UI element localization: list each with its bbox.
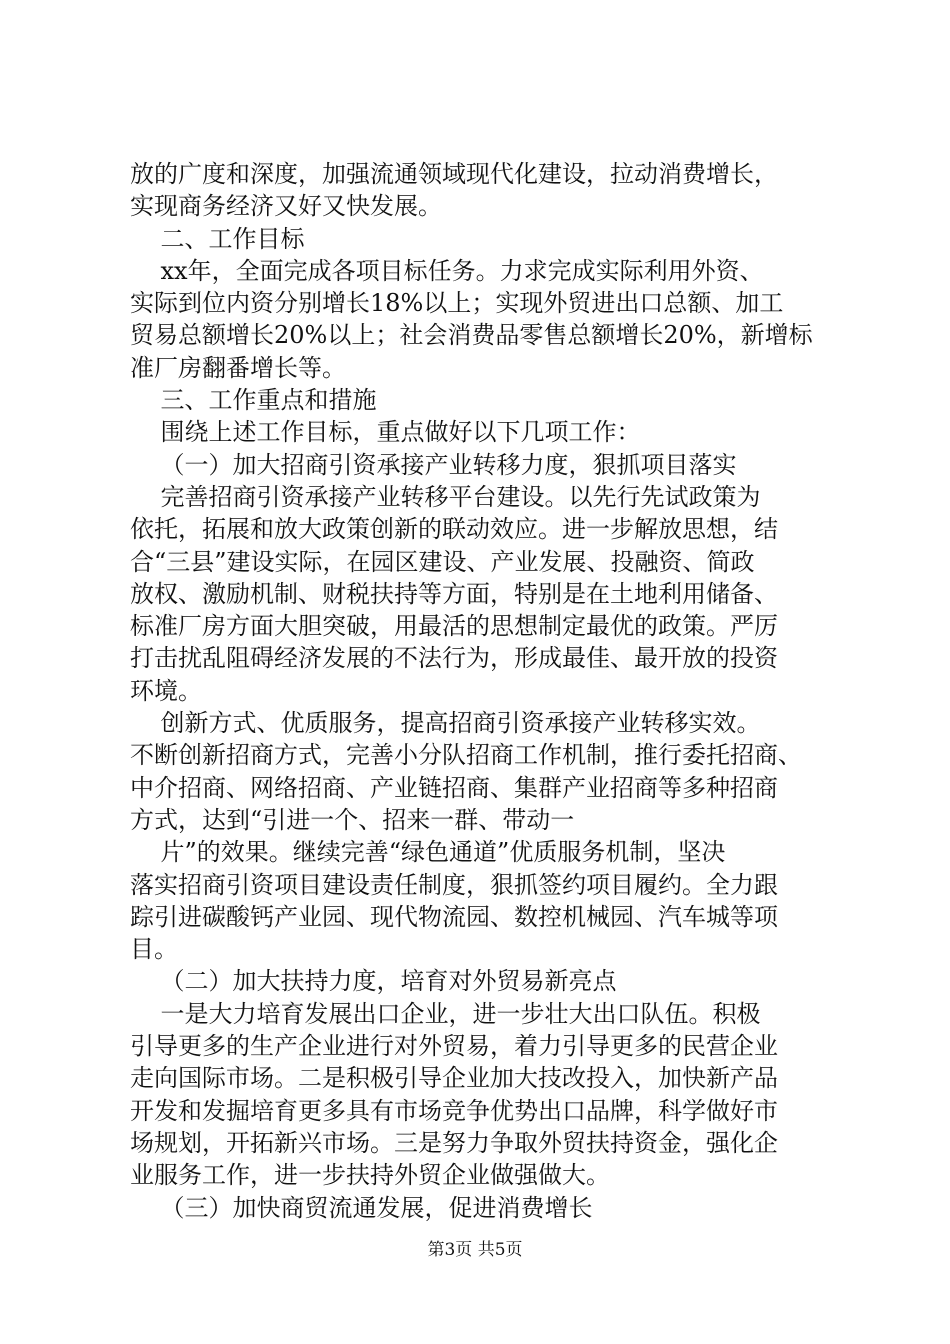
text-line: 一是大力培育发展出口企业，进一步壮大出口队伍。积极	[130, 999, 761, 1028]
text-line: 二、工作目标	[130, 224, 305, 253]
text-line: 实现商务经济又好又快发展。	[130, 192, 442, 221]
text-line: 目。	[130, 935, 178, 964]
text-line: xx年，全面完成各项目标任务。力求完成实际利用外资、	[130, 256, 764, 285]
text-line: 环境。	[130, 676, 202, 705]
text-line: 放的广度和深度，加强流通领域现代化建设，拉动消费增长，	[130, 160, 778, 188]
text-line: 实际到位内资分别增长18%以上；实现外贸进出口总额、加工	[130, 289, 784, 318]
text-line: 打击扰乱阻碍经济发展的不法行为，形成最佳、最开放的投资	[130, 644, 778, 673]
text-line: （三）加快商贸流通发展，促进消费增长	[130, 1193, 593, 1222]
text-line: 踪引进碳酸钙产业园、现代物流园、数控机械园、汽车城等项	[130, 902, 778, 931]
text-line: 依托，拓展和放大政策创新的联动效应。进一步解放思想，结	[130, 515, 778, 544]
text-line: 围绕上述工作目标，重点做好以下几项工作：	[130, 418, 641, 447]
text-line: 中介招商、网络招商、产业链招商、集群产业招商等多种招商	[130, 773, 778, 802]
text-line: （一）加大招商引资承接产业转移力度，狠抓项目落实	[130, 450, 737, 479]
text-line: 放权、激励机制、财税扶持等方面，特别是在土地利用储备、	[130, 579, 778, 608]
text-line: 创新方式、优质服务，提高招商引资承接产业转移实效。	[130, 709, 761, 738]
text-line: （二）加大扶持力度，培育对外贸易新亮点	[130, 967, 617, 996]
text-line: 合“三县”建设实际，在园区建设、产业发展、投融资、简政	[130, 547, 755, 576]
page-footer: 第3页 共5页	[427, 1240, 523, 1260]
text-line: 片”的效果。继续完善“绿色通道”优质服务机制，坚决	[130, 838, 726, 867]
text-line: 开发和发掘培育更多具有市场竞争优势出口品牌，科学做好市	[130, 1096, 778, 1125]
text-line: 场规划，开拓新兴市场。三是努力争取外贸扶持资金，强化企	[130, 1128, 778, 1157]
text-line: 贸易总额增长20%以上；社会消费品零售总额增长20%，新增标	[130, 321, 813, 350]
document-body	[130, 158, 850, 1224]
text-line: 三、工作重点和措施	[130, 386, 377, 415]
text-line: 方式，达到“引进一个、招来一群、带动一	[130, 805, 575, 834]
text-line: 标准厂房方面大胆突破，用最活的思想制定最优的政策。严厉	[130, 612, 778, 641]
text-line: 业服务工作，进一步扶持外贸企业做强做大。	[130, 1161, 610, 1190]
text-line: 完善招商引资承接产业转移平台建设。以先行先试政策为	[130, 482, 761, 511]
text-line: 引导更多的生产企业进行对外贸易，着力引导更多的民营企业	[130, 1032, 778, 1061]
text-line: 不断创新招商方式，完善小分队招商工作机制，推行委托招商、	[130, 741, 802, 770]
text-line: 走向国际市场。二是积极引导企业加大技改投入，加快新产品	[130, 1064, 778, 1093]
text-line: 准厂房翻番增长等。	[130, 353, 346, 382]
text-line: 落实招商引资项目建设责任制度，狠抓签约项目履约。全力跟	[130, 870, 778, 899]
